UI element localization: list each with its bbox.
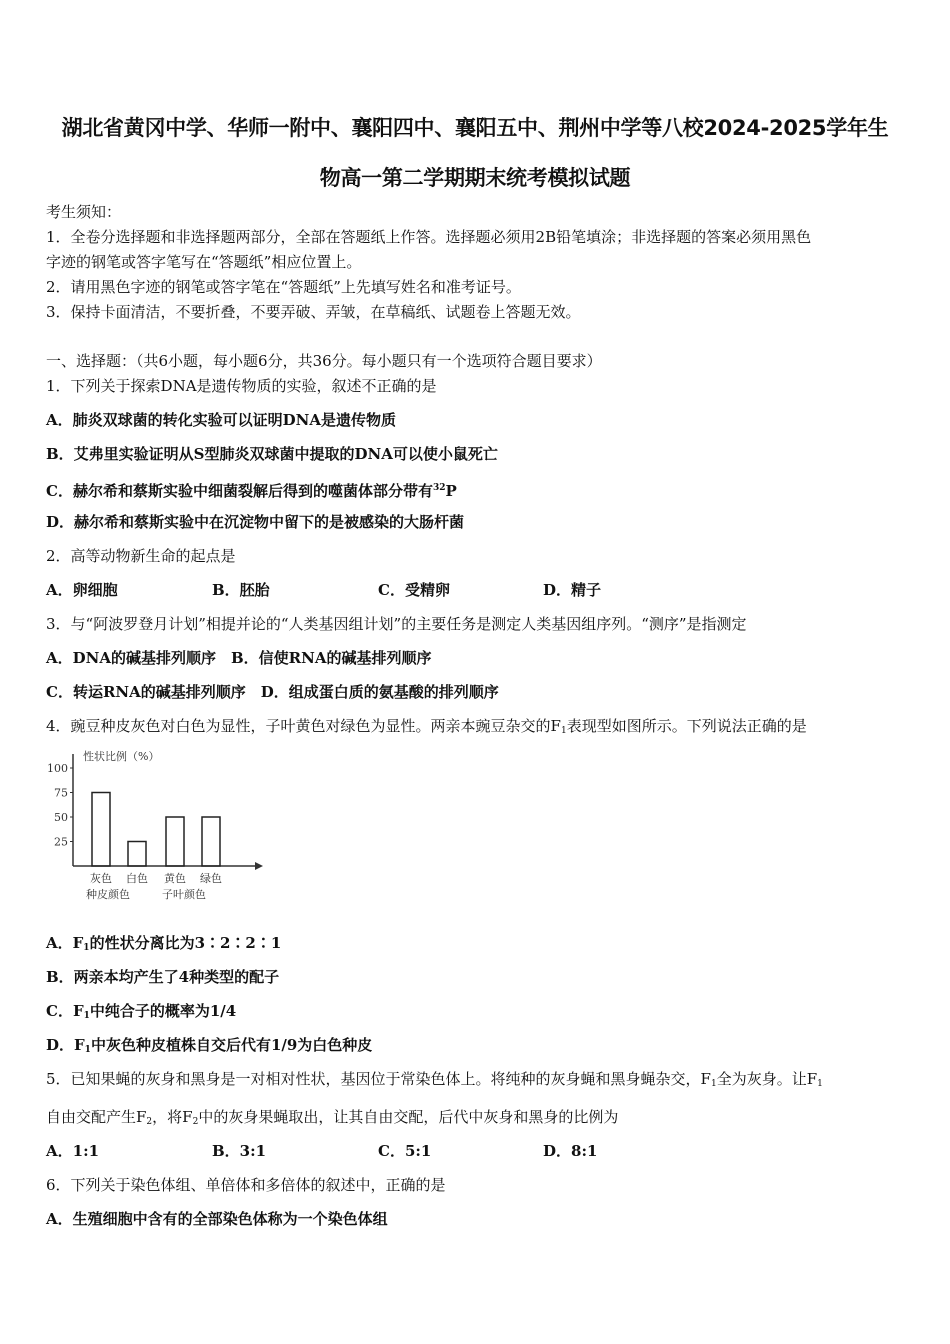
question-1-option-d: D．赫尔希和蔡斯实验中在沉淀物中留下的是被感染的大肠杆菌: [46, 513, 465, 531]
category-label: 黄色: [164, 872, 186, 885]
question-3-stem: 3．与“阿波罗登月计划”相提并论的“人类基因组计划”的主要任务是测定人类基因组序列。“测序”是指测定: [46, 615, 747, 633]
question-5-option-b: B．3:1: [212, 1142, 267, 1160]
question-2-option-d: D．精子: [543, 581, 602, 599]
y-tick-label: 50: [54, 811, 68, 824]
y-tick-label: 25: [54, 835, 68, 849]
trait-ratio-bar-chart: [40, 740, 270, 910]
question-4-option-a: A．$F_1$的性状分离比为3∶2∶2∶1: [46, 934, 282, 953]
question-3-options-cd: C．转运RNA的碱基排列顺序 D．组成蛋白质的氨基酸的排列顺序: [46, 683, 499, 701]
question-1-option-c: C．赫尔希和蔡斯实验中细菌裂解后得到的噬菌体部分带有$^{32}$P: [46, 482, 457, 500]
question-4-option-c: C．$F_1$中纯合子的概率为1/4: [46, 1002, 237, 1021]
question-2-option-b: B．胚胎: [212, 581, 270, 599]
question-2-stem: 2．高等动物新生命的起点是: [46, 547, 236, 565]
notice-item-1: 1．全卷分选择题和非选择题两部分，全部在答题纸上作答。选择题必须用2B铅笔填涂；非选择题的答案必须用黑色: [46, 228, 812, 246]
question-1-option-b: B．艾弗里实验证明从S型肺炎双球菌中提取的DNA可以使小鼠死亡: [46, 445, 498, 463]
exam-title-line-2: 物高一第二学期期末统考模拟试题: [319, 166, 631, 190]
y-tick-label: 75: [54, 786, 68, 800]
bar-3: [166, 817, 184, 866]
y-tick-label: 100: [47, 762, 68, 775]
question-4-option-d: D．$F_1$中灰色种皮植株自交后代有1/9为白色种皮: [46, 1036, 373, 1055]
question-4-option-b: B．两亲本均产生了4种类型的配子: [46, 968, 280, 986]
question-4-stem: 4．豌豆种皮灰色对白色为显性，子叶黄色对绿色为显性。两亲本豌豆杂交的$F_1$表现型如图所示。下列说法正确的是: [46, 717, 807, 736]
group-label-seed-coat: 种皮颜色: [86, 888, 130, 901]
y-axis-label: 性状比例（%）: [83, 750, 160, 763]
category-labels: [90, 871, 222, 885]
question-5-options: [46, 1141, 597, 1161]
notice-item-2: 2．请用黑色字迹的钢笔或答字笔在“答题纸”上先填写姓名和准考证号。: [46, 278, 521, 296]
notice-item-1-cont: 字迹的钢笔或答字笔写在“答题纸”相应位置上。: [46, 253, 362, 271]
bar-1: [92, 793, 110, 867]
question-1-option-a: A．肺炎双球菌的转化实验可以证明DNA是遗传物质: [46, 411, 396, 429]
question-2-options: [46, 580, 601, 600]
x-axis-arrow: [255, 862, 263, 870]
question-2-option-a: A．卵细胞: [46, 581, 118, 599]
category-label: 绿色: [200, 872, 222, 885]
notice-item-3: 3．保持卡面清洁，不要折叠，不要弄破、弄皱，在草稿纸、试题卷上答题无效。: [46, 303, 581, 321]
question-5-stem: 5．已知果蝇的灰身和黑身是一对相对性状，基因位于常染色体上。将纯种的灰身蝇和黑身蝇杂交，$F_1$全为灰身。让$F_1$: [46, 1070, 823, 1089]
question-2-option-c: C．受精卵: [378, 581, 450, 599]
notice-heading: 考生须知：: [46, 203, 122, 221]
question-6-option-a: A．生殖细胞中含有的全部染色体称为一个染色体组: [46, 1210, 388, 1228]
question-1-stem: 1．下列关于探索DNA是遗传物质的实验，叙述不正确的是: [46, 377, 437, 395]
exam-title-line-1: 湖北省黄冈中学、华师一附中、襄阳四中、襄阳五中、荆州中学等八校2024-2025学年生: [61, 116, 889, 140]
question-5-stem-cont: 自由交配产生$F_2$，将$F_2$中的灰身果蝇取出，让其自由交配，后代中灰身和黑身的比例为: [46, 1108, 619, 1127]
question-5-option-d: D．8:1: [543, 1142, 598, 1160]
bars: [92, 793, 220, 867]
question-3-options-ab: A．DNA的碱基排列顺序 B．信使RNA的碱基排列顺序: [46, 649, 432, 667]
category-label: 白色: [126, 872, 148, 885]
bar-4: [202, 817, 220, 866]
category-label: 灰色: [90, 872, 112, 885]
question-5-option-a: A．1:1: [46, 1142, 100, 1160]
question-6-stem: 6．下列关于染色体组、单倍体和多倍体的叙述中，正确的是: [46, 1176, 446, 1194]
bar-2: [128, 842, 146, 867]
group-label-cotyledon: 子叶颜色: [162, 888, 206, 901]
question-5-option-c: C．5:1: [378, 1142, 432, 1160]
y-tick-labels: [47, 762, 73, 849]
section-heading: 一、选择题：（共6小题，每小题6分，共36分。每小题只有一个选项符合题目要求）: [46, 352, 602, 370]
